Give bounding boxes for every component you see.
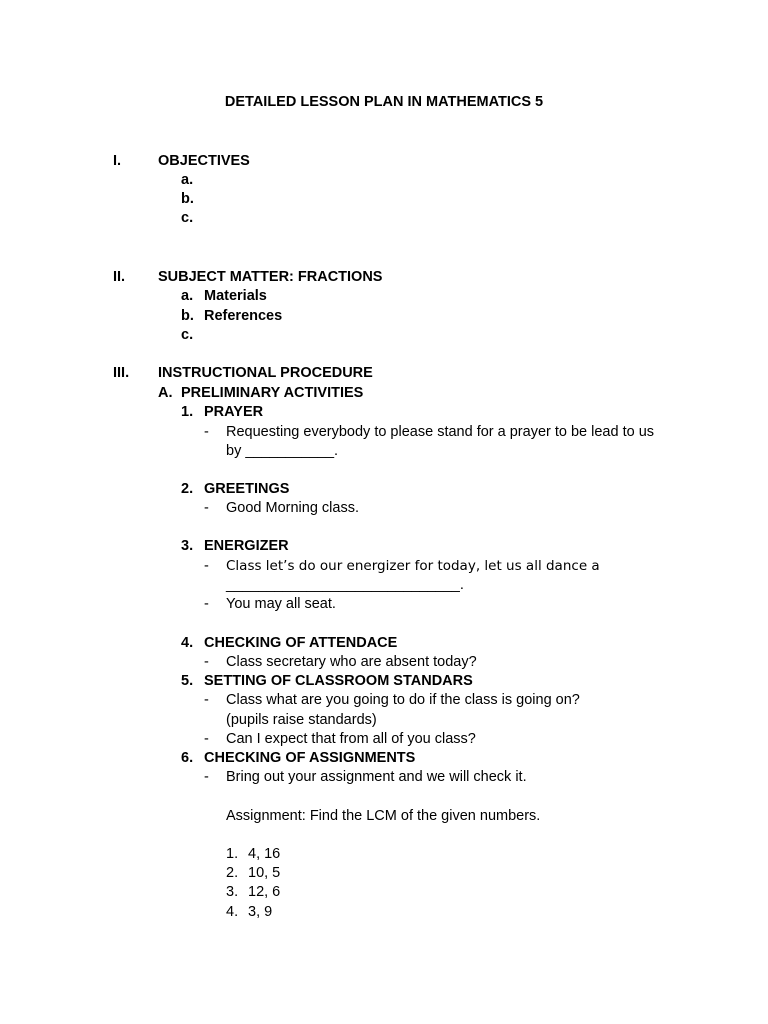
assignment-item-4-text: 3, 9 bbox=[248, 904, 273, 920]
standards-line-2: (pupils raise standards) bbox=[226, 712, 377, 728]
energizer-dash: - bbox=[204, 558, 209, 574]
section-1-heading: OBJECTIVES bbox=[158, 153, 250, 169]
assignment-item-2-number: 2. bbox=[226, 865, 239, 881]
assignment-item-3-number: 3. bbox=[226, 884, 239, 900]
objective-c-label: c. bbox=[181, 210, 194, 226]
standards-line-3: Can I expect that from all of you class? bbox=[226, 731, 476, 747]
prayer-line-1: Requesting everybody to please stand for a prayer to be lead to us bbox=[226, 424, 655, 440]
objective-a-label: a. bbox=[181, 172, 194, 188]
objective-b-label: b. bbox=[181, 191, 194, 207]
assignments-dash: - bbox=[204, 769, 209, 785]
subsection-a-label: A. bbox=[158, 385, 173, 401]
standards-dash-2: - bbox=[204, 731, 209, 747]
energizer-line-1: Class let’s do our energizer for today, let us all dance a bbox=[226, 558, 600, 574]
section-2-number: II. bbox=[113, 269, 126, 285]
greetings-heading: GREETINGS bbox=[204, 481, 290, 497]
subject-item-a-text: Materials bbox=[204, 288, 267, 304]
greetings-line-1: Good Morning class. bbox=[226, 500, 359, 516]
assignment-item-2-text: 10, 5 bbox=[248, 865, 281, 881]
prayer-dash: - bbox=[204, 424, 209, 440]
section-2-heading: SUBJECT MATTER: FRACTIONS bbox=[158, 269, 383, 285]
energizer-heading: ENERGIZER bbox=[204, 538, 289, 554]
energizer-dash-2: - bbox=[204, 596, 209, 612]
energizer-line-3: You may all seat. bbox=[226, 596, 336, 612]
assignments-heading: CHECKING OF ASSIGNMENTS bbox=[204, 750, 416, 766]
subsection-a-heading: PRELIMINARY ACTIVITIES bbox=[181, 385, 364, 401]
prayer-line-2: by ___________. bbox=[226, 443, 339, 459]
energizer-line-2: _____________________________. bbox=[226, 577, 464, 593]
attendance-line-1: Class secretary who are absent today? bbox=[226, 654, 477, 670]
assignment-item-1-number: 1. bbox=[226, 846, 239, 862]
page-title: DETAILED LESSON PLAN IN MATHEMATICS 5 bbox=[224, 94, 544, 110]
assignments-number: 6. bbox=[181, 750, 194, 766]
assignments-line-1: Bring out your assignment and we will check it. bbox=[226, 769, 527, 785]
assignment-instruction: Assignment: Find the LCM of the given numbers. bbox=[226, 808, 541, 824]
standards-number: 5. bbox=[181, 673, 194, 689]
energizer-number: 3. bbox=[181, 538, 194, 554]
section-1-number: I. bbox=[113, 153, 122, 169]
standards-line-1: Class what are you going to do if the class is going on? bbox=[226, 692, 580, 708]
subject-item-b-text: References bbox=[204, 308, 283, 324]
greetings-dash: - bbox=[204, 500, 209, 516]
section-3-number: III. bbox=[113, 365, 130, 381]
subject-item-b-label: b. bbox=[181, 308, 194, 324]
assignment-item-1-text: 4, 16 bbox=[248, 846, 281, 862]
prayer-number: 1. bbox=[181, 404, 194, 420]
section-3-heading: INSTRUCTIONAL PROCEDURE bbox=[158, 365, 373, 381]
assignment-item-4-number: 4. bbox=[226, 904, 239, 920]
prayer-heading: PRAYER bbox=[204, 404, 264, 420]
attendance-dash: - bbox=[204, 654, 209, 670]
subject-item-c-label: c. bbox=[181, 327, 194, 343]
attendance-number: 4. bbox=[181, 635, 194, 651]
standards-heading: SETTING OF CLASSROOM STANDARS bbox=[204, 673, 473, 689]
standards-dash: - bbox=[204, 692, 209, 708]
attendance-heading: CHECKING OF ATTENDACE bbox=[204, 635, 398, 651]
greetings-number: 2. bbox=[181, 481, 194, 497]
assignment-item-3-text: 12, 6 bbox=[248, 884, 281, 900]
subject-item-a-label: a. bbox=[181, 288, 194, 304]
